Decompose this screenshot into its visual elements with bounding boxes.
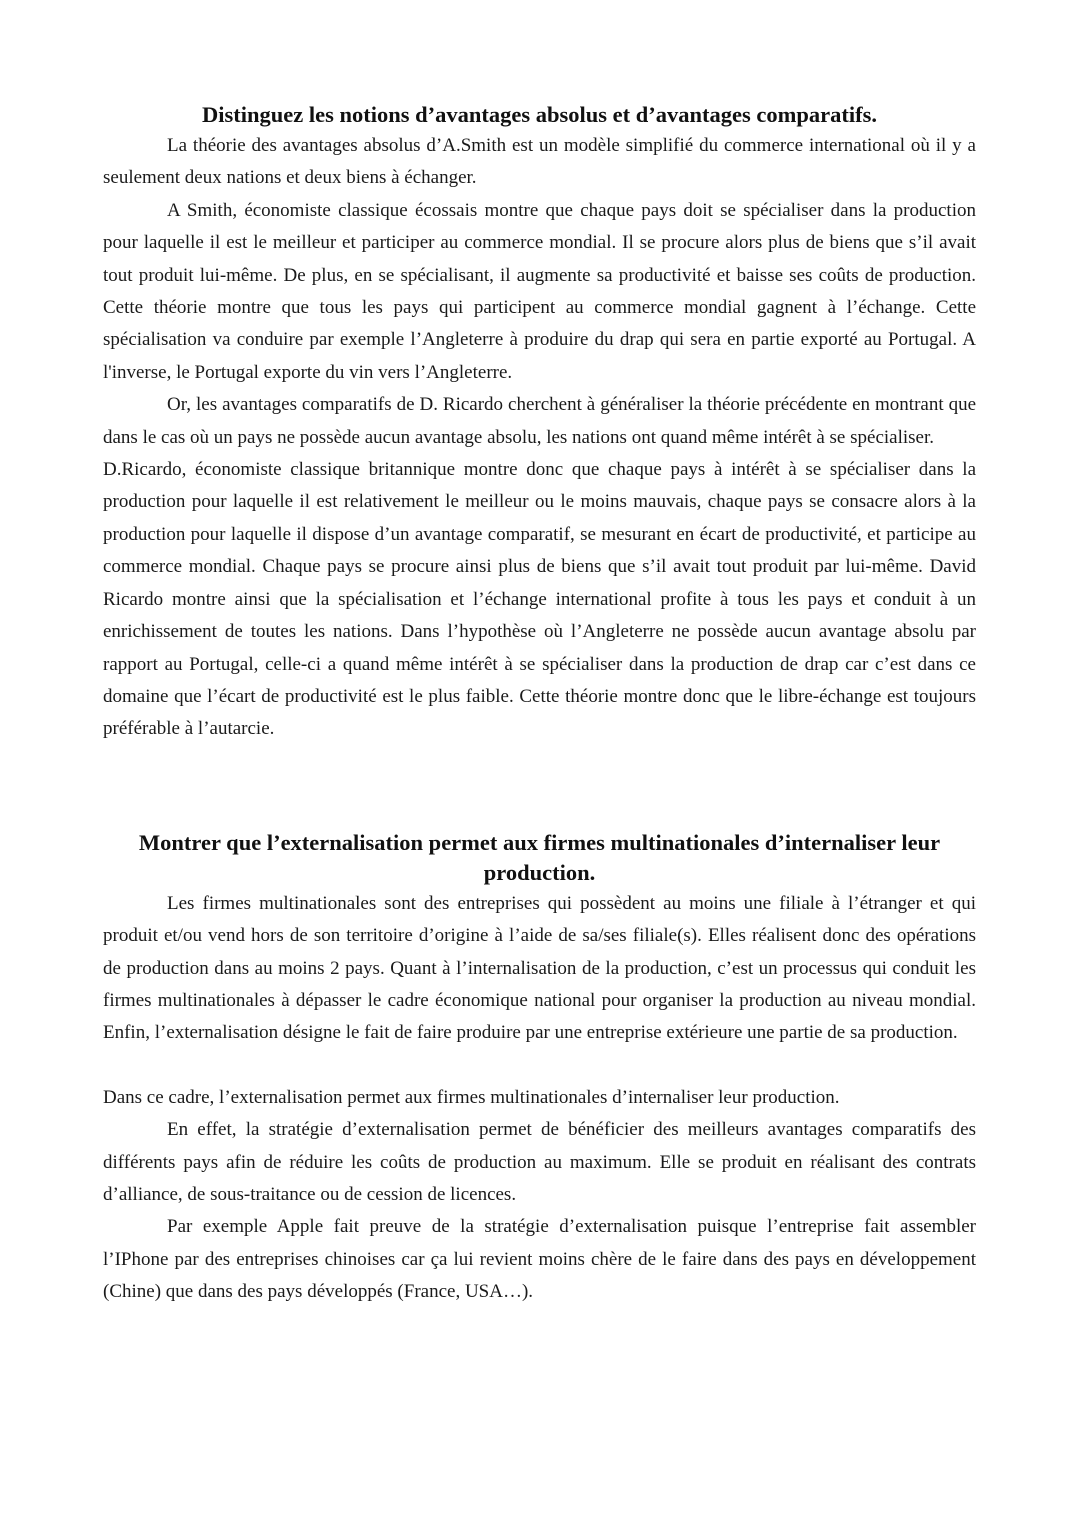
section-2-paragraph-3: En effet, la stratégie d’externalisation permet de bénéficier des meilleurs avantages comparatifs des différents pays afin de réduire les coûts de production au maximum. Elle se produit en réalisant des contrats d’alliance, de sous-traitance ou de cession de licences. [103, 1119, 976, 1205]
section-2-title: Montrer que l’externalisation permet aux firmes multinationales d’internaliser leur production. [138, 829, 941, 885]
blank-line [103, 1050, 976, 1082]
document-page [103, 100, 976, 1309]
section-1-paragraph-2: A Smith, économiste classique écossais montre que chaque pays doit se spécialiser dans la production pour laquelle il est le meilleur et participer au commerce mondial. Il se procure alors plus de biens que s’il avait tout produit lui-même. De plus, en se spécialisant, il augmente sa productivité et baisse ses coûts de production. Cette théorie montre que tous les pays qui participent au commerce mondial gagnent à l’échange. Cette spécialisation va conduire par exemple l’Angleterre à produire du drap qui sera en partie exporté au Portugal. A l'inverse, le Portugal exporte du vin vers l’Angleterre. [103, 199, 976, 383]
section-2-paragraph-4: Par exemple Apple fait preuve de la stratégie d’externalisation puisque l’entreprise fait assembler l’IPhone par des entreprises chinoises car ça lui revient moins chère de le faire dans des pays en développement (Chine) que dans des pays développés (France, USA…). [103, 1216, 976, 1303]
section-1-title: Distinguez les notions d’avantages absolus et d’avantages comparatifs. [201, 102, 878, 127]
section-2-paragraph-2: Dans ce cadre, l’externalisation permet aux firmes multinationales d’internaliser leur production. [103, 1086, 840, 1108]
section-1-paragraph-3: Or, les avantages comparatifs de D. Ricardo cherchent à généraliser la théorie précédente en montrant que dans le cas où un pays ne possède aucun avantage absolu, les nations ont quand même intérêt à se spécialiser. [103, 394, 976, 448]
section-1-paragraph-1: La théorie des avantages absolus d’A.Smith est un modèle simplifié du commerce international où il y a seulement deux nations et deux biens à échanger. [103, 135, 976, 189]
section-2-paragraph-1: Les firmes multinationales sont des entreprises qui possèdent au moins une filiale à l’étranger et qui produit et/ou vend hors de son territoire d’origine à l’aide de sa/ses filiale(s). Elles réalisent donc des opérations de production dans au moins 2 pays. Quant à l’internalisation de la production, c’est un processus qui conduit les firmes multinationales à dépasser le cadre économique national pour organiser la production au niveau mondial. Enfin, l’externalisation désigne le fait de faire produire par une entreprise extérieure une partie de sa production. [103, 892, 976, 1044]
section-1-paragraph-4: D.Ricardo, économiste classique britannique montre donc que chaque pays à intérêt à se spécialiser dans la production pour laquelle il est relativement le meilleur ou le moins mauvais, chaque pays se consacre alors à la production pour laquelle il dispose d’un avantage comparatif, se mesurant en écart de productivité, et participe au commerce mondial. Chaque pays se procure ainsi plus de biens que s’il avait tout produit par lui-même. David Ricardo montre ainsi que la spécialisation et l’échange international profite à tous les pays et conduit à un enrichissement de toutes les nations. Dans l’hypothèse où l’Angleterre ne possède aucun avantage absolu par rapport au Portugal, celle-ci a quand même intérêt à se spécialiser dans la production de drap car c’est dans ce domaine que l’écart de productivité est le plus faible. Cette théorie montre donc que le libre-échange est toujours préférable à l’autarcie. [103, 459, 976, 740]
section-spacer [103, 746, 976, 828]
